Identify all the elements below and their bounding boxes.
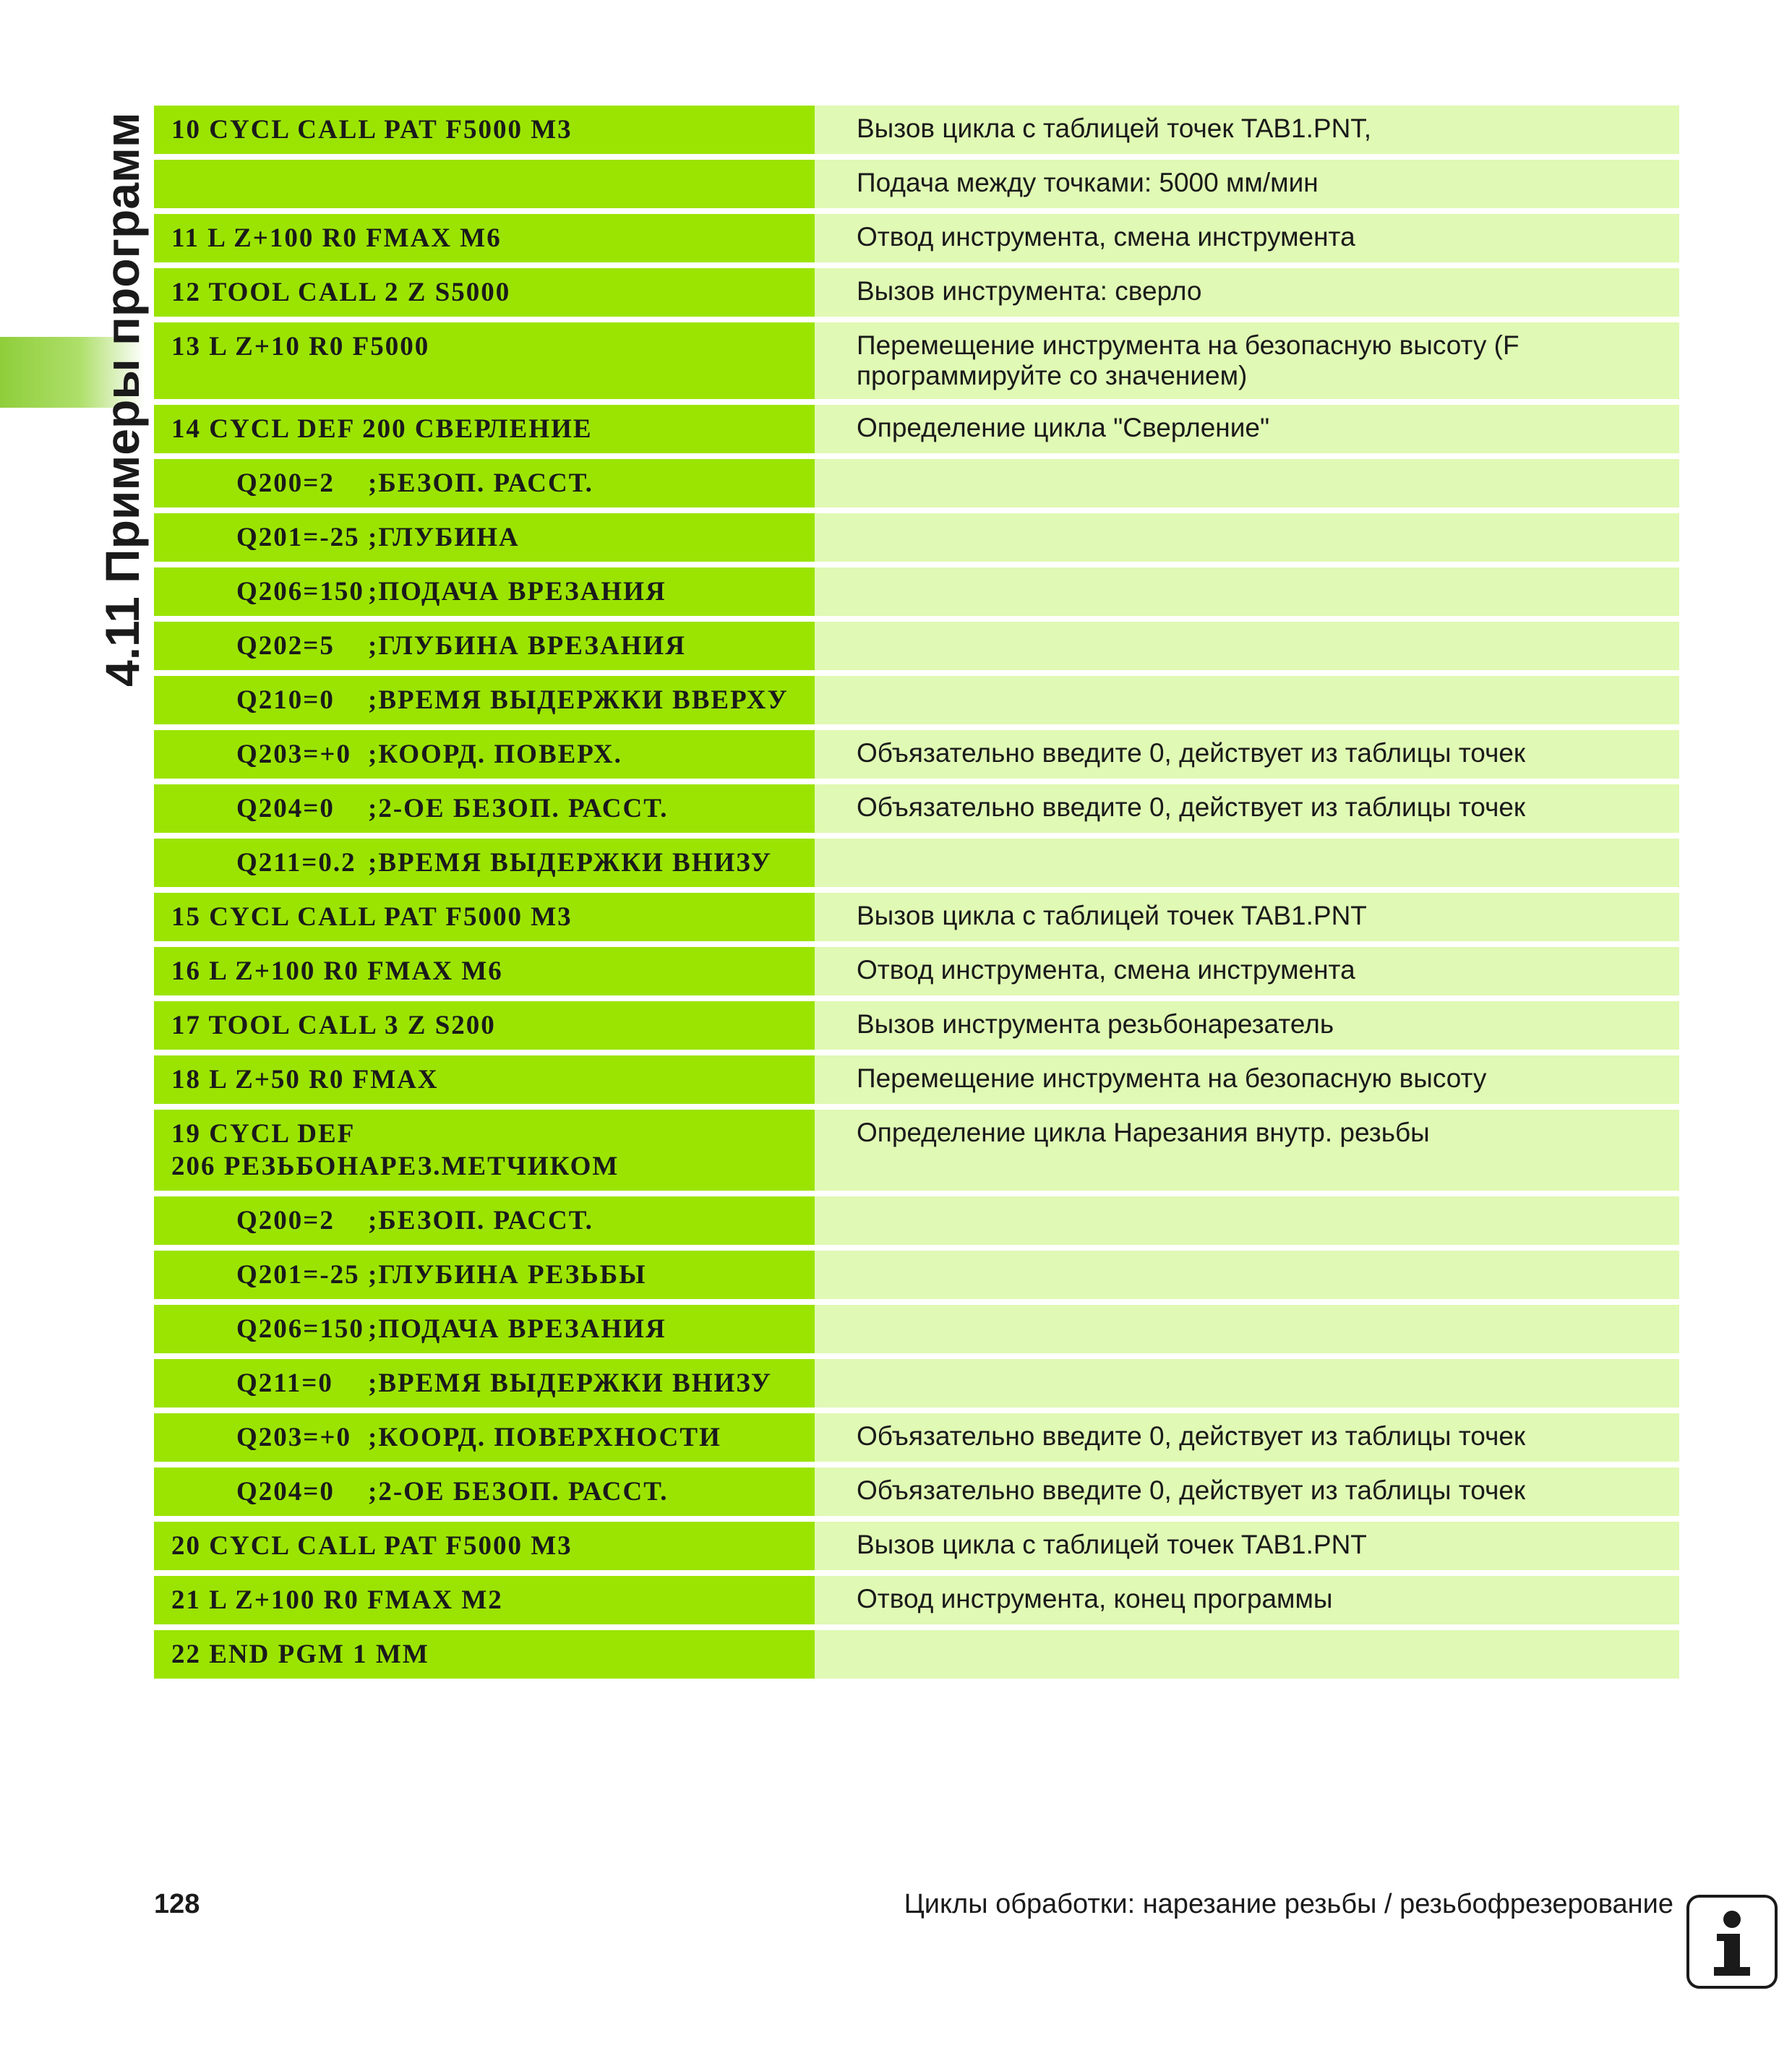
block-code: 16 L Z+100 R0 FMAX M6 — [171, 956, 503, 986]
chapter-title: 4.11 Примеры программ — [95, 112, 149, 687]
param-code: Q204=0 — [236, 794, 335, 823]
code-cell — [154, 214, 815, 262]
program-row — [154, 947, 1679, 995]
comment-cell: Вызов цикла с таблицей точек TAB1.PNT, — [815, 106, 1679, 154]
program-row — [154, 405, 1679, 453]
page-number: 128 — [154, 1889, 200, 1919]
param-description: ;КООРД. ПОВЕРХ. — [368, 740, 622, 769]
comment-cell: Вызов цикла с таблицей точек TAB1.PNT — [815, 893, 1679, 941]
param-description: ;2-ОЕ БЕЗОП. РАССТ. — [368, 794, 669, 823]
program-row — [154, 730, 1679, 779]
code-cell — [154, 1630, 815, 1679]
comment-cell — [815, 1359, 1679, 1408]
param-description: ;ГЛУБИНА РЕЗЬБЫ — [368, 1260, 647, 1290]
param-description: ;ВРЕМЯ ВЫДЕРЖКИ ВНИЗУ — [368, 848, 773, 878]
param-description: ;КООРД. ПОВЕРХНОСТИ — [368, 1423, 721, 1452]
comment-cell: Подача между точками: 5000 мм/мин — [815, 160, 1679, 208]
program-row — [154, 268, 1679, 317]
param-description: ;2-ОЕ БЕЗОП. РАССТ. — [368, 1477, 669, 1507]
program-row — [154, 214, 1679, 262]
info-i-glyph — [1689, 1898, 1775, 1986]
program-row — [154, 893, 1679, 941]
param-description: ;ВРЕМЯ ВЫДЕРЖКИ ВВЕРХУ — [368, 685, 789, 715]
footer-title: Циклы обработки: нарезание резьбы / резьбофрезерование — [904, 1889, 1673, 1919]
block-code: 21 L Z+100 R0 FMAX M2 — [171, 1585, 503, 1615]
block-code: 22 END PGM 1 MM — [171, 1640, 429, 1669]
code-cell — [154, 322, 815, 399]
comment-cell: Отвод инструмента, смена инструмента — [815, 214, 1679, 262]
program-row — [154, 322, 1679, 399]
param-description: ;ПОДАЧА ВРЕЗАНИЯ — [368, 577, 666, 607]
block-code: 11 L Z+100 R0 FMAX M6 — [171, 223, 502, 253]
param-code: Q200=2 — [236, 1206, 335, 1235]
block-code: 19 CYCL DEF — [171, 1119, 356, 1149]
code-cell — [154, 567, 815, 616]
comment-cell: Вызов инструмента: сверло — [815, 268, 1679, 317]
comment-cell: Объязательно введите 0, действует из таблицы точек — [815, 1413, 1679, 1462]
program-row — [154, 106, 1679, 154]
program-row — [154, 160, 1679, 208]
program-row — [154, 1630, 1679, 1679]
code-cell — [154, 893, 815, 941]
comment-cell: Определение цикла Нарезания внутр. резьбы — [815, 1110, 1679, 1191]
code-cell — [154, 676, 815, 724]
program-row — [154, 1196, 1679, 1245]
code-cell — [154, 1305, 815, 1353]
param-code: Q201=-25 — [236, 523, 360, 552]
program-row — [154, 1001, 1679, 1050]
comment-cell: Перемещение инструмента на безопасную высоту — [815, 1055, 1679, 1104]
program-row — [154, 839, 1679, 887]
comment-cell: Определение цикла "Сверление" — [815, 405, 1679, 453]
param-code: Q203=+0 — [236, 1423, 351, 1452]
program-row — [154, 1305, 1679, 1353]
code-cell — [154, 513, 815, 562]
program-row — [154, 1522, 1679, 1570]
program-row — [154, 567, 1679, 616]
block-code: 10 CYCL CALL PAT F5000 M3 — [171, 115, 573, 145]
block-code: 14 CYCL DEF 200 СВЕРЛЕНИЕ — [171, 414, 593, 444]
comment-cell — [815, 1305, 1679, 1353]
code-cell — [154, 160, 815, 208]
param-code: Q200=2 — [236, 468, 335, 498]
code-cell — [154, 947, 815, 995]
program-rows — [154, 106, 1679, 1679]
comment-cell — [815, 1630, 1679, 1679]
param-description: ;БЕЗОП. РАССТ. — [368, 468, 593, 498]
code-cell — [154, 1359, 815, 1408]
param-code: Q206=150 — [236, 1314, 364, 1344]
code-cell — [154, 1110, 815, 1191]
comment-cell — [815, 1196, 1679, 1245]
comment-cell: Объязательно введите 0, действует из таблицы точек — [815, 1468, 1679, 1516]
comment-cell — [815, 567, 1679, 616]
param-description: ;БЕЗОП. РАССТ. — [368, 1206, 593, 1235]
comment-cell: Объязательно введите 0, действует из таблицы точек — [815, 784, 1679, 833]
program-row — [154, 1055, 1679, 1104]
code-cell — [154, 622, 815, 670]
comment-cell: Отвод инструмента, конец программы — [815, 1576, 1679, 1624]
program-row — [154, 1110, 1679, 1191]
param-code: Q206=150 — [236, 577, 364, 607]
block-code: 18 L Z+50 R0 FMAX — [171, 1065, 439, 1094]
code-cell — [154, 405, 815, 453]
comment-cell — [815, 839, 1679, 887]
program-row — [154, 622, 1679, 670]
code-cell — [154, 1001, 815, 1050]
code-cell — [154, 730, 815, 779]
code-cell — [154, 1468, 815, 1516]
param-code: Q204=0 — [236, 1477, 335, 1507]
info-icon — [1686, 1895, 1778, 1989]
comment-cell: Перемещение инструмента на безопасную высоту (F программируйте со значением) — [815, 322, 1679, 399]
program-row — [154, 1251, 1679, 1299]
code-cell — [154, 839, 815, 887]
param-description: ;ГЛУБИНА ВРЕЗАНИЯ — [368, 631, 686, 661]
param-description: ;ВРЕМЯ ВЫДЕРЖКИ ВНИЗУ — [368, 1368, 773, 1398]
comment-cell — [815, 459, 1679, 507]
block-code: 15 CYCL CALL PAT F5000 M3 — [171, 902, 573, 932]
block-code-continuation: 206 РЕЗЬБОНАРЕЗ.МЕТЧИКОМ — [171, 1152, 620, 1181]
program-row — [154, 1359, 1679, 1408]
param-code: Q210=0 — [236, 685, 335, 715]
comment-cell: Отвод инструмента, смена инструмента — [815, 947, 1679, 995]
program-row — [154, 513, 1679, 562]
comment-cell — [815, 622, 1679, 670]
program-row — [154, 459, 1679, 507]
code-cell — [154, 1251, 815, 1299]
program-row — [154, 1576, 1679, 1624]
param-code: Q203=+0 — [236, 740, 351, 769]
param-description: ;ГЛУБИНА — [368, 523, 520, 552]
block-code: 12 TOOL CALL 2 Z S5000 — [171, 278, 511, 307]
comment-cell — [815, 676, 1679, 724]
code-cell — [154, 1576, 815, 1624]
param-code: Q211=0.2 — [236, 848, 356, 878]
code-cell — [154, 106, 815, 154]
code-cell — [154, 268, 815, 317]
code-cell — [154, 1522, 815, 1570]
comment-cell: Вызов инструмента резьбонарезатель — [815, 1001, 1679, 1050]
block-code: 20 CYCL CALL PAT F5000 M3 — [171, 1531, 573, 1561]
program-table — [154, 100, 1679, 1684]
code-cell — [154, 1196, 815, 1245]
code-cell — [154, 784, 815, 833]
comment-cell: Вызов цикла с таблицей точек TAB1.PNT — [815, 1522, 1679, 1570]
code-cell — [154, 1055, 815, 1104]
param-description: ;ПОДАЧА ВРЕЗАНИЯ — [368, 1314, 666, 1344]
block-code — [171, 168, 815, 200]
program-row — [154, 676, 1679, 724]
block-code: 13 L Z+10 R0 F5000 — [171, 332, 430, 361]
comment-cell: Объязательно введите 0, действует из таблицы точек — [815, 730, 1679, 779]
program-row — [154, 1468, 1679, 1516]
comment-cell — [815, 1251, 1679, 1299]
program-row — [154, 1413, 1679, 1462]
param-code: Q202=5 — [236, 631, 335, 661]
program-row — [154, 784, 1679, 833]
comment-cell — [815, 513, 1679, 562]
param-code: Q211=0 — [236, 1368, 333, 1398]
code-cell — [154, 1413, 815, 1462]
code-cell — [154, 459, 815, 507]
block-code: 17 TOOL CALL 3 Z S200 — [171, 1011, 496, 1040]
param-code: Q201=-25 — [236, 1260, 360, 1290]
